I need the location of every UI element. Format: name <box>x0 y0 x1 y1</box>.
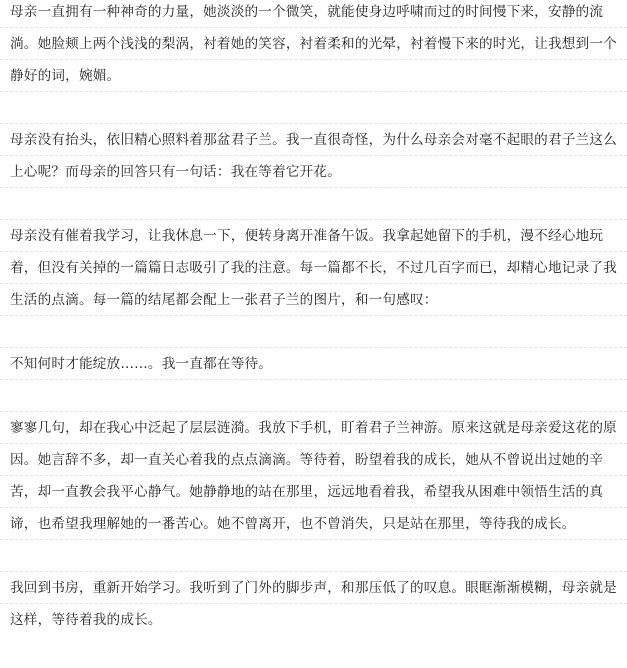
text-line: 谛，也希望我理解她的一番苦心。她不曾离开，也不曾消失，只是站在那里，等待我的成长。 <box>0 508 627 540</box>
paragraph <box>0 348 627 412</box>
blank-line <box>0 380 627 412</box>
text-line: 淌。她脸颊上两个浅浅的梨涡，衬着她的笑容，衬着柔和的光晕，衬着慢下来的时光，让我想到一个 <box>0 28 627 60</box>
blank-line <box>0 188 627 220</box>
text-line: 生活的点滴。每一篇的结尾都会配上一张君子兰的图片，和一句感叹： <box>0 284 627 316</box>
text-line: 不知何时才能绽放……。我一直都在等待。 <box>0 348 627 380</box>
paragraph <box>0 124 627 220</box>
text-line: 着，但没有关掉的一篇篇日志吸引了我的注意。每一篇都不长，不过几百字而已，却精心地记录了我 <box>0 252 627 284</box>
blank-line <box>0 92 627 124</box>
text-line: 我回到书房，重新开始学习。我听到了门外的脚步声，和那压低了的叹息。眼眶渐渐模糊，母亲就是 <box>0 572 627 604</box>
text-line: 母亲一直拥有一种神奇的力量，她淡淡的一个微笑，就能使身边呼啸而过的时间慢下来，安静的流 <box>0 0 627 28</box>
text-line: 因。她言辞不多，却一直关心着我的点点滴滴。等待着，盼望着我的成长，她从不曾说出过她的辛 <box>0 444 627 476</box>
paragraph <box>0 412 627 572</box>
text-line: 母亲没有抬头，依旧精心照料着那盆君子兰。我一直很奇怪，为什么母亲会对毫不起眼的君子兰这么 <box>0 124 627 156</box>
blank-line <box>0 316 627 348</box>
text-line: 这样，等待着我的成长。 <box>10 612 162 628</box>
text-line: 寥寥几句，却在我心中泛起了层层涟漪。我放下手机，盯着君子兰神游。原来这就是母亲爱这花的原 <box>0 412 627 444</box>
text-line: 静好的词，婉媚。 <box>0 60 627 92</box>
text-line: 上心呢？而母亲的回答只有一句话：我在等着它开花。 <box>0 156 627 188</box>
blank-line <box>0 540 627 572</box>
text-line: 苦，却一直教会我平心静气。她静静地的站在那里，远远地看着我，希望我从困难中领悟生活的真 <box>0 476 627 508</box>
paragraph <box>0 220 627 348</box>
paragraph <box>0 0 627 124</box>
text-line: 母亲没有催着我学习，让我休息一下，便转身离开准备午饭。我拿起她留下的手机，漫不经心地玩 <box>0 220 627 252</box>
paragraph <box>0 572 627 636</box>
